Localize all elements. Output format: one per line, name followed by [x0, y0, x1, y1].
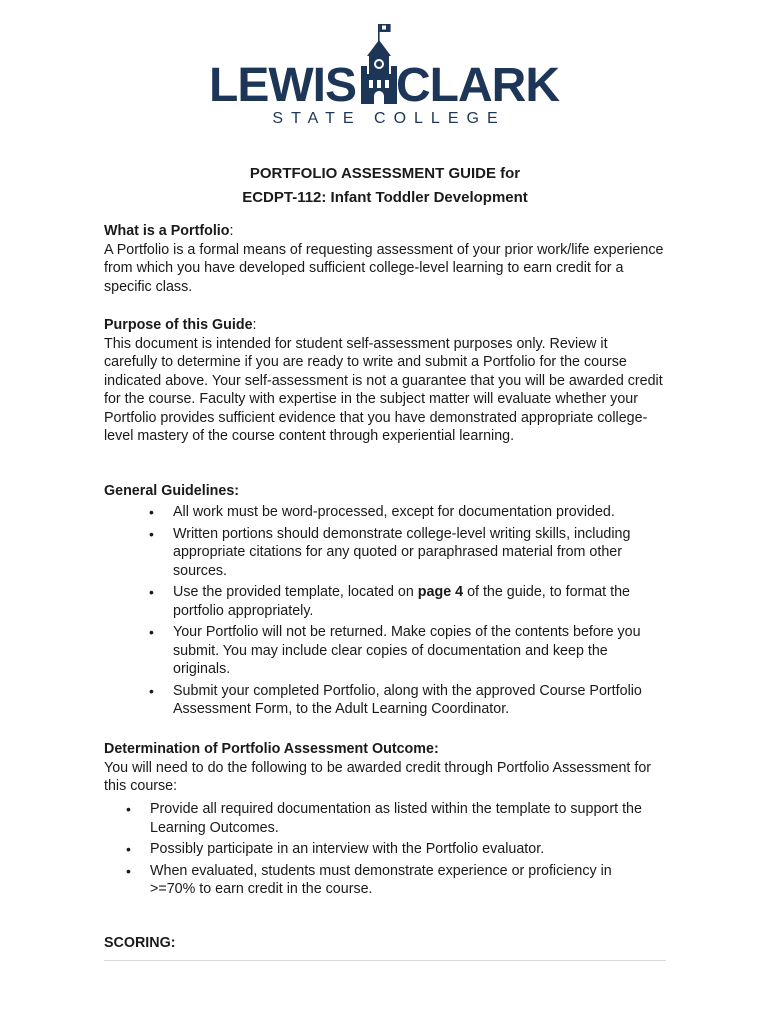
guideline-item: • Your Portfolio will not be returned. Make copies of the contents before you submit. You may include clear copies of documentation and keep the originals.	[173, 623, 665, 679]
logo-word-clark: CLARK	[396, 59, 559, 112]
what-is-heading: What is a Portfolio	[104, 223, 230, 239]
outcome-item: • Provide all required documentation as listed within the template to support the Learning Outcomes.	[150, 800, 660, 837]
guideline-item-template	[173, 583, 665, 620]
guideline-item: • Written portions should demonstrate college-level writing skills, including appropriate citations for any quoted or paraphrased material from other sources.	[173, 525, 665, 581]
guidelines-heading: General Guidelines:	[104, 483, 240, 499]
guideline-item: • All work must be word-processed, except for documentation provided.	[173, 503, 665, 522]
logo-subtitle: STATE COLLEGE	[272, 110, 506, 127]
outcome-text: You will need to do the following to be awarded credit through Portfolio Assessment for this course:	[104, 759, 652, 794]
course-title: ECDPT-112: Infant Toddler Development	[242, 189, 528, 206]
section-what-is-portfolio: What is a Portfolio: A Portfolio is a formal means of requesting assessment of your prior work/life experience from which you have developed sufficient college-level learning to earn credit for a specific class.	[104, 223, 664, 295]
outcome-item: • Possibly participate in an interview with the Portfolio evaluator.	[150, 840, 660, 859]
guideline-item: • Submit your completed Portfolio, along with the approved Course Portfolio Assessment Form, to the Adult Learning Coordinator.	[173, 682, 665, 719]
template-page-ref: page 4	[417, 584, 464, 600]
divider	[104, 960, 666, 961]
section-outcome	[104, 740, 664, 796]
purpose-text: This document is intended for student self-assessment purposes only. Review it carefully to determine if you are ready to write and submit a Portfolio for the course indicated above. Your self-assessment is not a guarantee that you will be awarded credit for the course. Faculty with expertise in the subject matter will evaluate whether your Portfolio provides sufficient evidence that you have demonstrated appropriate college-level mastery of the course content through experiential learning.	[104, 335, 663, 444]
page-title: PORTFOLIO ASSESSMENT GUIDE for	[249, 165, 521, 182]
college-logo	[205, 20, 565, 132]
template-text-before: Use the provided template, located on	[173, 584, 418, 600]
purpose-heading: Purpose of this Guide	[104, 317, 253, 333]
guidelines-list	[173, 503, 665, 722]
section-purpose: Purpose of this Guide: This document is intended for student self-assessment purposes only. Review it carefully to determine if you are ready to write and submit a Portfolio for the course indicated above. Your self-assessment is not a guarantee that you will be awarded credit for the course. Faculty with expertise in the subject matter will evaluate whether your Portfolio provides sufficient evidence that you have demonstrated appropriate college-level mastery of the course content through experiential learning.	[104, 317, 663, 444]
scoring-heading: SCORING:	[104, 935, 176, 951]
template-text-after: of the guide, to format the portfolio appropriately.	[173, 584, 630, 619]
outcome-heading: Determination of Portfolio Assessment Outcome:	[104, 741, 439, 757]
logo-word-lewis: LEWIS	[209, 59, 356, 112]
outcome-list	[150, 800, 660, 902]
what-is-text: A Portfolio is a formal means of requesting assessment of your prior work/life experience from which you have developed sufficient college-level learning to earn credit for a specific class.	[104, 241, 664, 295]
outcome-item: • When evaluated, students must demonstrate experience or proficiency in >=70% to earn credit in the course.	[150, 862, 660, 899]
